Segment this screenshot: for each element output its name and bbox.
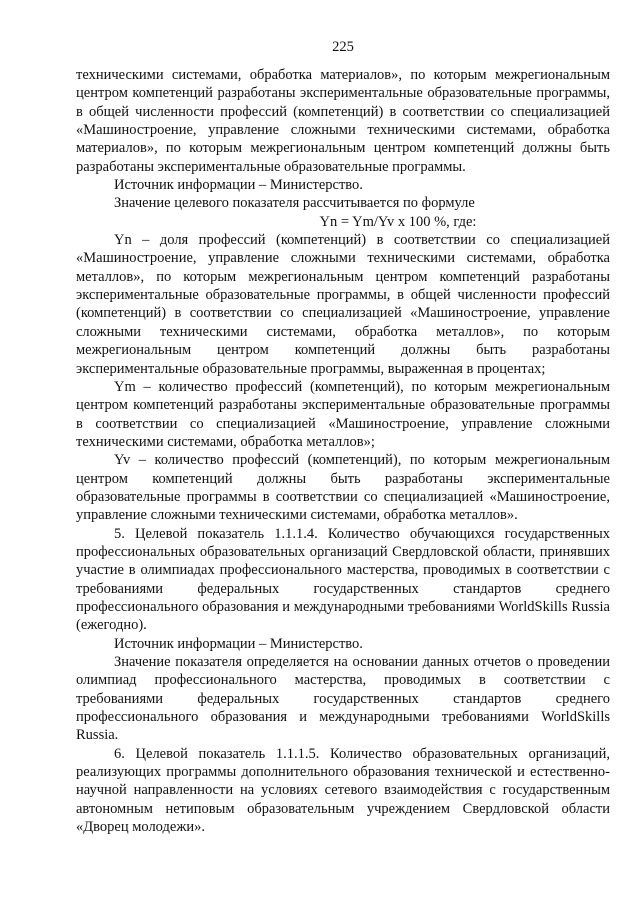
formula: Yn = Ym/Yv x 100 %, где:: [319, 213, 477, 230]
paragraph-info-source: Источник информации – Министерство.: [114, 177, 363, 194]
paragraph-formula-intro: Значение целевого показателя рассчитывается по формуле: [114, 195, 475, 212]
document-page: [76, 38, 610, 836]
paragraph-info-source-2: Источник информации – Министерство.: [114, 635, 363, 652]
paragraph-indicator-1-1-1-5: 6. Целевой показатель 1.1.1.5. Количество образовательных организаций, реализующих программы дополнительного образования технической и естественно-научной направленности на условиях сетевого взаимодействия с государственным автономным нетиповым образовательным учреждением Свердловской области «Дворец молодежи».: [76, 745, 610, 836]
paragraph-ym-definition: Ym – количество профессий (компетенций), по которым межрегиональным центром компетенций разработаны экспериментальные образовательные программы в соответствии со специализацией «Машиностроение, управление сложными техническими системами, обработка металлов»;: [76, 378, 610, 450]
paragraph-yn-definition: Yn – доля профессий (компетенций) в соответствии со специализацией «Машиностроение, управление сложными техническими системами, обработка металлов», по которым межрегиональным центром компетенций разработаны экспериментальные образовательные программы, в общей численности профессий (компетенций) в соответствии со специализацией «Машиностроение, управление сложными техническими системами, обработка металлов», по которым межрегиональным центром компетенций должны быть разработаны экспериментальные образовательные программы, выраженная в процентах;: [76, 232, 610, 377]
paragraph-indicator-1-1-1-4: 5. Целевой показатель 1.1.1.4. Количество обучающихся государственных профессиональных образовательных организаций Свердловской области, принявших участие в олимпиадах профессионального мастерства, проводимых в соответствии с требованиями федеральных государственных стандартов среднего профессионального образования и международными требованиями WorldSkills Russia (ежегодно).: [76, 525, 610, 634]
page-number: 225: [332, 39, 354, 55]
paragraph-yv-definition: Yv – количество профессий (компетенций), по которым межрегиональным центром компетенций должны быть разработаны экспериментальные образовательные программы в соответствии со специализацией «Машиностроение, управление сложными техническими системами, обработка металлов».: [76, 452, 610, 524]
paragraph-share-definition-end: техническими системами, обработка материалов», по которым межрегиональным центром компетенций разработаны экспериментальные образовательные программы, в общей численности профессий (компетенций) в соответствии со специализацией «Машиностроение, управление сложными техническими системами, обработка материалов», по которым межрегиональным центром компетенций должны быть разработаны экспериментальные образовательные программы.: [76, 67, 610, 175]
paragraph-indicator-value-basis: Значение показателя определяется на основании данных отчетов о проведении олимпиад профессионального мастерства, проводимых в соответствии с требованиями федеральных государственных стандартов среднего профессионального образования и международными требованиями WorldSkills Russia.: [76, 654, 610, 744]
